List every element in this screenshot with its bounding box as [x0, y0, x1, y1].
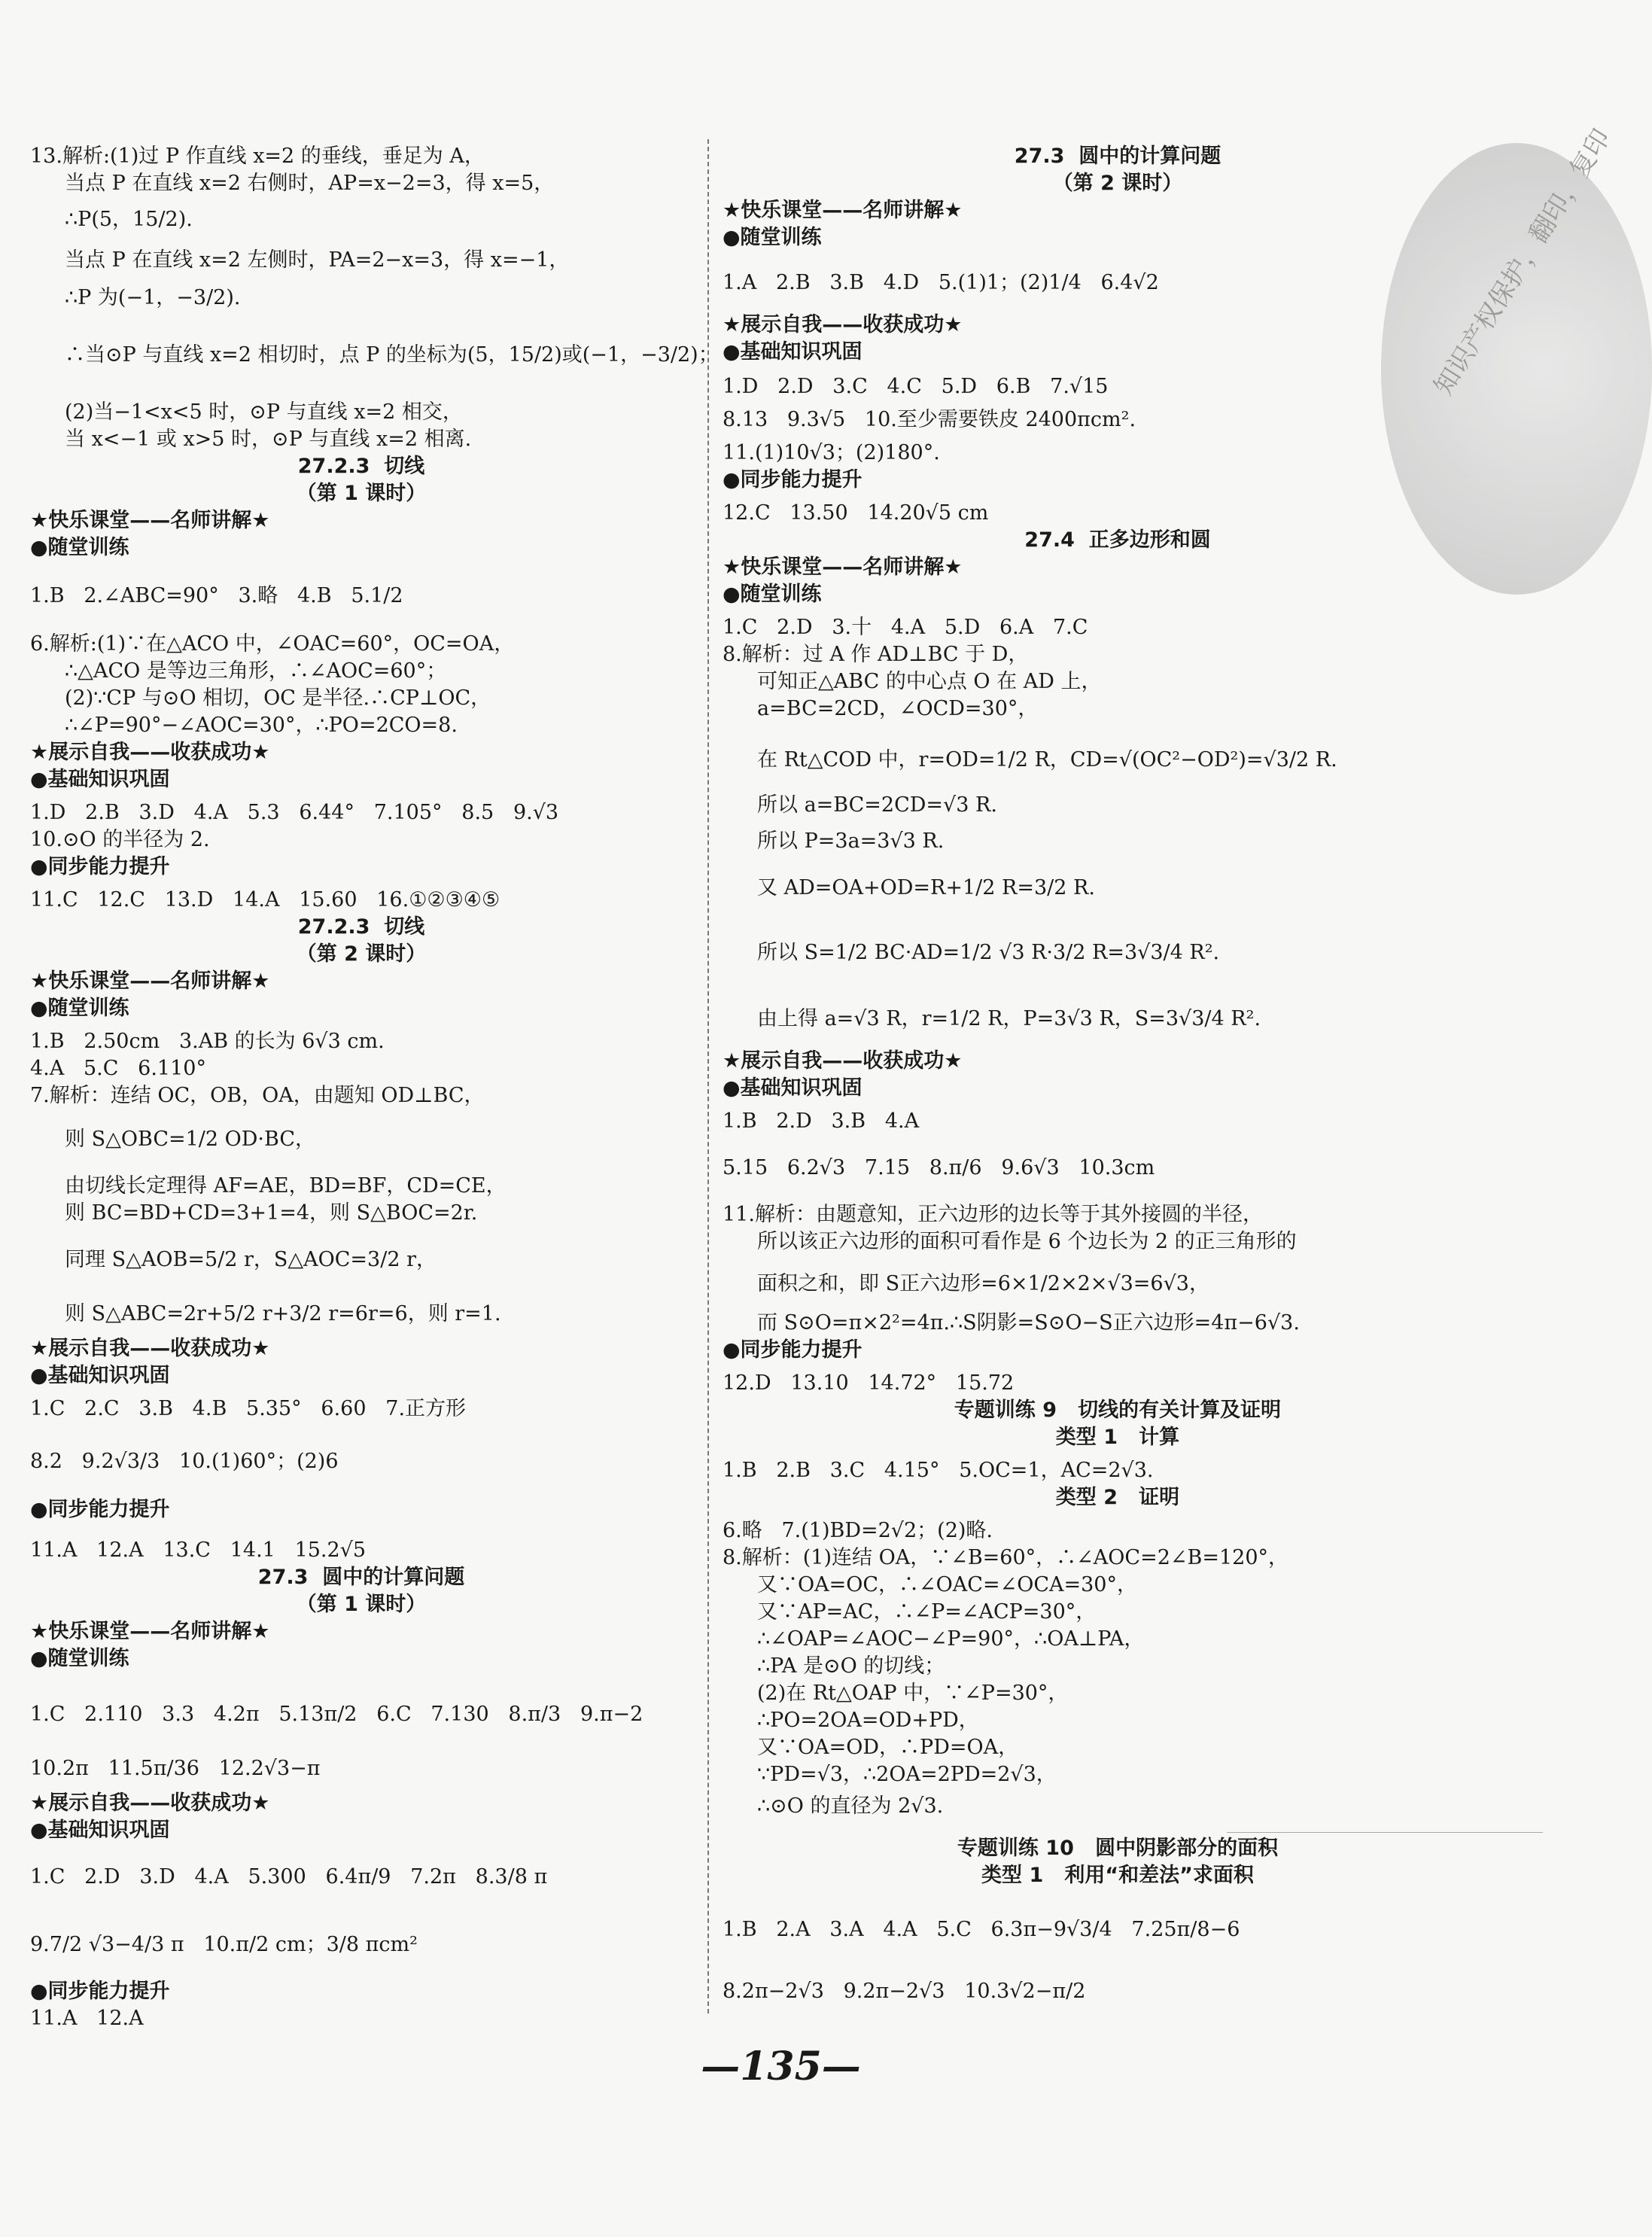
- text-line: 则 BC=BD+CD=3+1=4，则 S△BOC=2r.: [65, 1201, 478, 1225]
- subsection-heading: ●基础知识巩固: [723, 1076, 863, 1100]
- text-line: 9.7/2 √3−4/3 π 10.π/2 cm；3/8 πcm²: [30, 1933, 418, 1956]
- text-line: 在 Rt△COD 中，r=OD=1/2 R，CD=√(OC²−OD²)=√3/2 R.: [757, 748, 1337, 772]
- text-line: 11.(1)10√3；(2)180°.: [723, 441, 940, 464]
- text-line: 8.13 9.3√5 10.至少需要铁皮 2400πcm².: [723, 408, 1136, 431]
- text-line: 所以 a=BC=2CD=√3 R.: [757, 793, 997, 817]
- bottom-rule: [1227, 1832, 1543, 1833]
- text-line: 1.B 2.D 3.B 4.A: [723, 1109, 920, 1133]
- text-line: 7.解析：连结 OC，OB，OA，由题知 OD⊥BC，: [30, 1084, 485, 1107]
- text-line: 8.2π−2√3 9.2π−2√3 10.3√2−π/2: [723, 1980, 1086, 2003]
- text-line: ∴P(5，15/2).: [65, 208, 193, 231]
- section-heading: 类型 1 利用“和差法”求面积: [981, 1864, 1254, 1887]
- section-heading: 类型 1 计算: [1055, 1426, 1180, 1449]
- subsection-heading: ★快乐课堂——名师讲解★: [30, 1620, 270, 1643]
- text-line: 1.D 2.B 3.D 4.A 5.3 6.44° 7.105° 8.5 9.√3: [30, 801, 559, 824]
- page-number: —135—: [701, 2044, 861, 2089]
- text-line: ∵PD=√3，∴2OA=2PD=2√3，: [757, 1763, 1057, 1786]
- text-line: 1.A 2.B 3.B 4.D 5.(1)1；(2)1/4 6.4√2: [723, 271, 1159, 294]
- subsection-heading: ★展示自我——收获成功★: [30, 1791, 270, 1815]
- section-heading: （第 2 课时）: [1052, 172, 1183, 195]
- subsection-heading: ●随堂训练: [30, 997, 129, 1020]
- text-line: 又∵OA=OD，∴PD=OA，: [757, 1736, 1019, 1759]
- subsection-heading: ●随堂训练: [30, 1647, 129, 1670]
- section-heading: （第 2 课时）: [296, 942, 427, 966]
- text-line: 12.D 13.10 14.72° 15.72: [723, 1371, 1015, 1395]
- text-line: ∴PO=2OA=OD+PD，: [757, 1709, 979, 1732]
- subsection-heading: ●同步能力提升: [30, 855, 170, 878]
- subsection-heading: ●随堂训练: [723, 583, 822, 606]
- subsection-heading: ★展示自我——收获成功★: [723, 1049, 963, 1073]
- section-heading: 类型 2 证明: [1055, 1486, 1180, 1509]
- section-heading: 27.3 圆中的计算问题: [257, 1566, 465, 1589]
- section-heading: 27.3 圆中的计算问题: [1014, 145, 1222, 168]
- text-line: 1.C 2.D 3.十 4.A 5.D 6.A 7.C: [723, 616, 1088, 639]
- seal-text: 知识产权保护，翻印，复印: [1428, 123, 1617, 400]
- subsection-heading: ●基础知识巩固: [30, 1364, 170, 1387]
- subsection-heading: ★展示自我——收获成功★: [30, 741, 270, 764]
- subsection-heading: ★展示自我——收获成功★: [30, 1337, 270, 1360]
- text-line: 所以该正六边形的面积可看作是 6 个边长为 2 的正三角形的: [757, 1230, 1297, 1253]
- text-line: 6.解析:(1)∵在△ACO 中，∠OAC=60°，OC=OA，: [30, 632, 515, 656]
- subsection-heading: ●基础知识巩固: [30, 1819, 170, 1842]
- text-line: ∴∠P=90°−∠AOC=30°，∴PO=2CO=8.: [65, 714, 458, 737]
- column-divider: [707, 139, 709, 2013]
- section-heading: 专题训练 10 圆中阴影部分的面积: [957, 1837, 1279, 1860]
- text-line: 1.C 2.D 3.D 4.A 5.300 6.4π/9 7.2π 8.3/8 π: [30, 1865, 548, 1889]
- text-line: (2)当−1<x<5 时，⊙P 与直线 x=2 相交，: [65, 400, 463, 424]
- text-line: ∴⊙O 的直径为 2√3.: [757, 1794, 944, 1818]
- text-line: 所以 S=1/2 BC·AD=1/2 √3 R·3/2 R=3√3/4 R².: [757, 941, 1220, 964]
- text-line: 由上得 a=√3 R，r=1/2 R，P=3√3 R，S=3√3/4 R².: [757, 1007, 1261, 1030]
- text-line: 1.C 2.C 3.B 4.B 5.35° 6.60 7.正方形: [30, 1397, 467, 1420]
- text-line: 则 S△OBC=1/2 OD·BC，: [65, 1128, 316, 1151]
- text-line: 8.解析：过 A 作 AD⊥BC 于 D，: [723, 643, 1029, 666]
- text-line: 又∵AP=AC，∴∠P=∠ACP=30°，: [757, 1600, 1097, 1624]
- subsection-heading: ★展示自我——收获成功★: [723, 313, 963, 336]
- text-line: ∴△ACO 是等边三角形，∴∠AOC=60°；: [65, 659, 447, 683]
- text-line: 当点 P 在直线 x=2 左侧时，PA=2−x=3，得 x=−1，: [65, 248, 570, 272]
- text-line: (2)∵CP 与⊙O 相切，OC 是半径.∴CP⊥OC，: [65, 686, 491, 710]
- subsection-heading: ●随堂训练: [723, 226, 822, 249]
- text-line: ∴P 为(−1，−3/2).: [65, 286, 241, 309]
- text-line: 1.B 2.B 3.C 4.15° 5.OC=1，AC=2√3.: [723, 1459, 1154, 1482]
- text-line: 11.C 12.C 13.D 14.A 15.60 16.①②③④⑤: [30, 888, 500, 912]
- text-line: 11.A 12.A 13.C 14.1 15.2√5: [30, 1539, 367, 1562]
- text-line: ∴∠OAP=∠AOC−∠P=90°，∴OA⊥PA，: [757, 1627, 1145, 1651]
- subsection-heading: ●基础知识巩固: [723, 340, 863, 364]
- text-line: 所以 P=3a=3√3 R.: [757, 829, 945, 853]
- text-line: ∴PA 是⊙O 的切线；: [757, 1654, 945, 1678]
- subsection-heading: ●同步能力提升: [30, 1980, 170, 2003]
- text-line: 可知正△ABC 的中心点 O 在 AD 上，: [757, 670, 1102, 693]
- text-line: 当点 P 在直线 x=2 右侧时，AP=x−2=3，得 x=5，: [65, 172, 555, 195]
- text-line: 1.C 2.110 3.3 4.2π 5.13π/2 6.C 7.130 8.π/3 9.π−2: [30, 1703, 643, 1726]
- subsection-heading: ●随堂训练: [30, 536, 129, 559]
- text-line: 同理 S△AOB=5/2 r，S△AOC=3/2 r，: [65, 1248, 437, 1271]
- subsection-heading: ●同步能力提升: [723, 1338, 863, 1362]
- text-line: 1.B 2.A 3.A 4.A 5.C 6.3π−9√3/4 7.25π/8−6: [723, 1918, 1240, 1941]
- section-heading: （第 1 课时）: [296, 1593, 427, 1616]
- text-line: 12.C 13.50 14.20√5 cm: [723, 501, 989, 525]
- text-line: 则 S△ABC=2r+5/2 r+3/2 r=6r=6，则 r=1.: [65, 1302, 501, 1325]
- section-heading: 27.4 正多边形和圆: [1024, 528, 1211, 552]
- subsection-heading: ★快乐课堂——名师讲解★: [30, 509, 270, 532]
- text-line: 4.A 5.C 6.110°: [30, 1057, 206, 1080]
- subsection-heading: ★快乐课堂——名师讲解★: [723, 555, 963, 579]
- text-line: 11.A 12.A: [30, 2007, 144, 2030]
- text-line: 10.⊙O 的半径为 2.: [30, 828, 210, 851]
- text-line: 又∵OA=OC，∴∠OAC=∠OCA=30°，: [757, 1573, 1137, 1596]
- section-heading: 专题训练 9 切线的有关计算及证明: [954, 1399, 1282, 1422]
- section-heading: 27.2.3 切线: [297, 455, 425, 478]
- text-line: 由切线长定理得 AF=AE，BD=BF，CD=CE，: [65, 1174, 507, 1198]
- text-line: 面积之和，即 S正六边形=6×1/2×2×√3=6√3，: [757, 1272, 1209, 1295]
- subsection-heading: ●同步能力提升: [723, 468, 863, 492]
- subsection-heading: ●同步能力提升: [30, 1498, 170, 1521]
- subsection-heading: ★快乐课堂——名师讲解★: [30, 969, 270, 993]
- text-line: 13.解析:(1)过 P 作直线 x=2 的垂线，垂足为 A，: [30, 145, 485, 168]
- text-line: 6.略 7.(1)BD=2√2；(2)略.: [723, 1519, 993, 1542]
- text-line: 1.B 2.50cm 3.AB 的长为 6√3 cm.: [30, 1030, 385, 1053]
- section-heading: （第 1 课时）: [296, 482, 427, 505]
- text-line: 1.D 2.D 3.C 4.C 5.D 6.B 7.√15: [723, 375, 1109, 398]
- text-line: ∴当⊙P 与直线 x=2 相切时，点 P 的坐标为(5，15/2)或(−1，−3/2)；: [65, 343, 719, 367]
- text-line: 11.解析：由题意知，正六边形的边长等于其外接圆的半径，: [723, 1203, 1263, 1226]
- text-line: a=BC=2CD，∠OCD=30°，: [757, 697, 1039, 720]
- text-line: 8.解析：(1)连结 OA，∵∠B=60°，∴∠AOC=2∠B=120°，: [723, 1546, 1289, 1569]
- text-line: (2)在 Rt△OAP 中，∵∠P=30°，: [757, 1682, 1069, 1705]
- text-line: 当 x<−1 或 x>5 时，⊙P 与直线 x=2 相离.: [65, 428, 472, 451]
- subsection-heading: ●基础知识巩固: [30, 768, 170, 791]
- text-line: 又 AD=OA+OD=R+1/2 R=3/2 R.: [757, 876, 1095, 899]
- text-line: 8.2 9.2√3/3 10.(1)60°；(2)6: [30, 1450, 339, 1473]
- text-line: 10.2π 11.5π/36 12.2√3−π: [30, 1757, 321, 1780]
- text-line: 5.15 6.2√3 7.15 8.π/6 9.6√3 10.3cm: [723, 1156, 1155, 1179]
- subsection-heading: ★快乐课堂——名师讲解★: [723, 199, 963, 222]
- text-line: 而 S⊙O=π×2²=4π.∴S阴影=S⊙O−S正六边形=4π−6√3.: [757, 1311, 1300, 1335]
- section-heading: 27.2.3 切线: [297, 915, 425, 939]
- text-line: 1.B 2.∠ABC=90° 3.略 4.B 5.1/2: [30, 584, 403, 607]
